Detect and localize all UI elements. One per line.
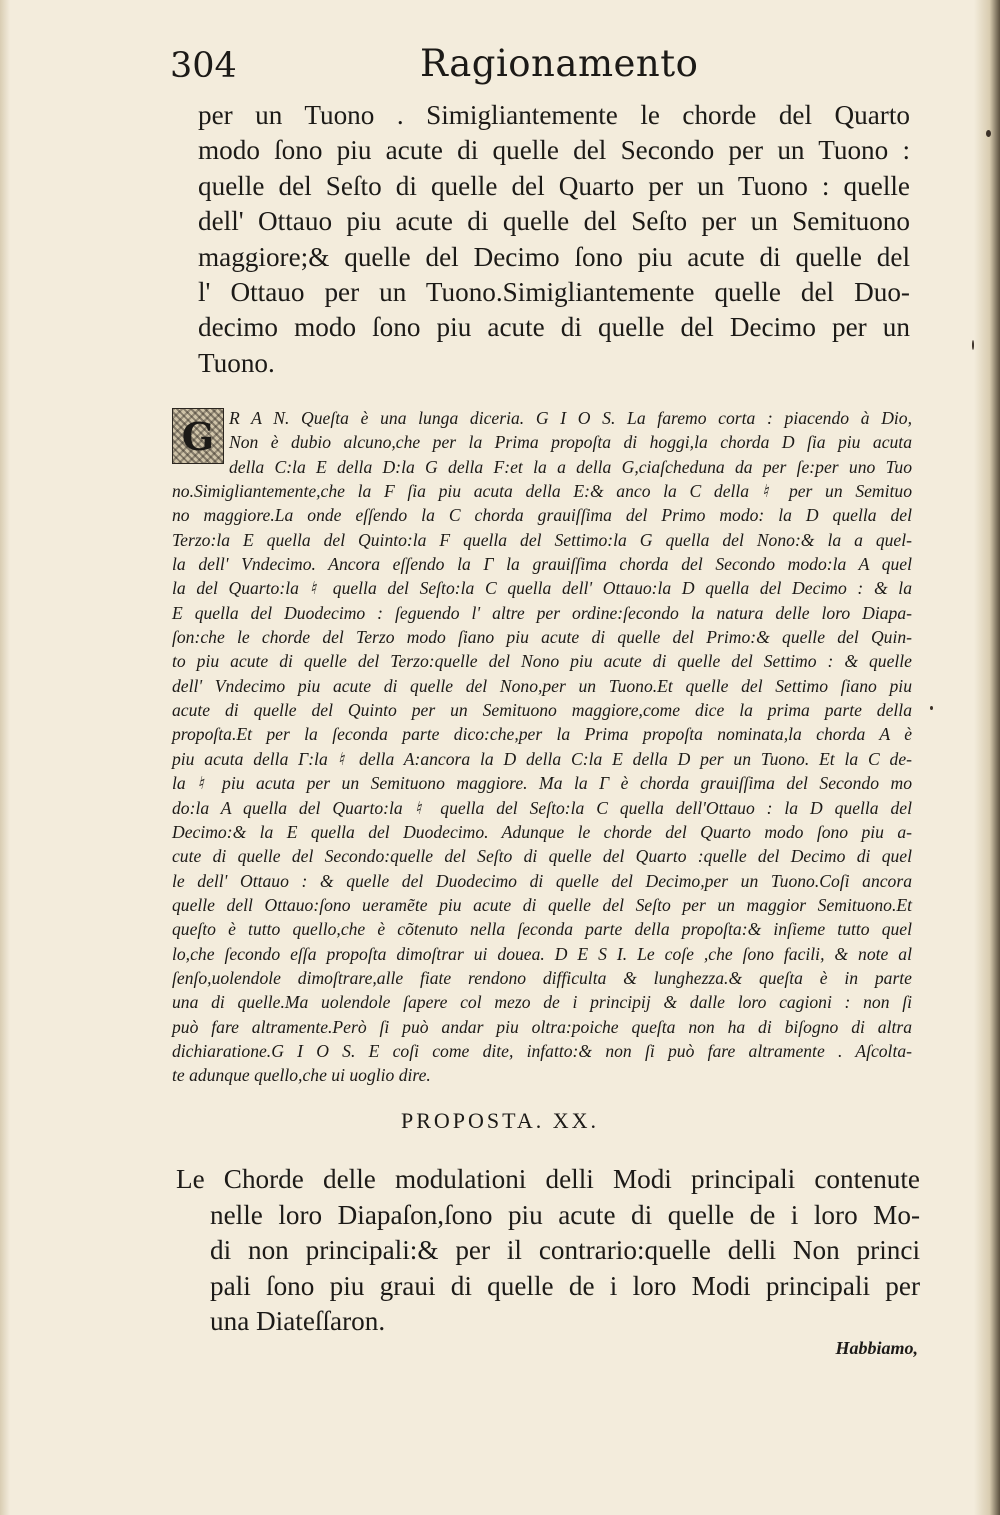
dialogue-line: Terzo:la E quella del Quinto:la F quella del Settimo:la G quella del Nono:& la a quel- <box>172 529 912 550</box>
text-line: per un Tuono . Simigliantemente le chorde del Quarto <box>198 100 910 130</box>
dialogue-paragraph <box>172 406 912 1088</box>
dialogue-line: to piu acute di quelle del Terzo:quelle del Nono piu acute di quelle del Settimo : & quelle <box>172 651 912 672</box>
body-paragraph <box>198 98 910 381</box>
ink-speck <box>986 130 991 137</box>
dialogue-line: te adunque quello,che ui uoglio dire. <box>172 1065 431 1086</box>
proposition-line: nelle loro Diapaſon,ſono piu acute di quelle de i loro Mo- <box>210 1199 920 1230</box>
text-line: decimo modo ſono piu acute di quelle del Decimo per un <box>198 312 910 343</box>
dialogue-line: può fare altramente.Però ſi può andar piu oltra:poiche queſta non ha di biſogno di altra <box>172 1016 912 1037</box>
text-line: modo ſono piu acute di quelle del Secondo per un Tuono : <box>198 135 910 166</box>
dialogue-line: piu acuta della Γ:la ♮ della A:ancora la D della C:la E della D per un Tuono. Et la C de- <box>172 748 912 769</box>
dialogue-line: la ♮ piu acuta per un Semituono maggiore. Ma la Γ è chorda grauiſſima del Secondo mo <box>172 773 912 794</box>
dialogue-line: quelle dell Ottauo:ſono ueramẽte piu acute di quelle del Seſto per un maggior Semituono.Et <box>172 894 912 915</box>
dialogue-line: lo,che ſecondo eſſa propoſta dimoſtrar ui doueа. D E S I. Le coſe ,che ſono facili, & note al <box>172 943 912 964</box>
proposition-text <box>176 1162 920 1340</box>
dialogue-line: ſenſo,uolendole dimoſtrare,alle fiate rendono difficulta & lunghezza.& queſta è in parte <box>172 967 912 988</box>
proposition-line: Le Chorde delle modulationi delli Modi principali contenute <box>176 1164 920 1194</box>
dialogue-line: E quella del Duodecimo : ſeguendo l' altre per ordine:ſecondo la natura delle loro Diapa- <box>172 602 912 623</box>
dialogue-line: acute di quelle del Quinto per un Semituono maggiore,come dice la prima parte della <box>172 700 912 721</box>
ink-speck <box>930 706 933 710</box>
dialogue-line: della C:la E della D:la G della F:et la a della G,ciaſcheduna da per ſe:per uno Tuo <box>229 456 912 477</box>
dialogue-line: do:la A quella del Quarto:la ♮ quella del Seſto:la C quella dell'Ottauo : la D quella del <box>172 797 912 818</box>
proposition-line: una Diateſſaron. <box>210 1306 386 1337</box>
decorated-initial: G <box>172 408 224 464</box>
text-line: Tuono. <box>198 347 275 378</box>
dialogue-line: no.Simigliantemente,che la F ſia piu acuta della E:& anco la C della ♮ per un Semituo <box>172 481 912 502</box>
dialogue-line: Decimo:& la E quella del Duodecimo. Adunque le chorde del Quarto modo ſono piu a- <box>172 821 912 842</box>
dialogue-line: ſon:che le chorde del Terzo modo ſiano piu acute di quelle del Primo:& quelle del Quin- <box>172 627 912 648</box>
dialogue-line: le dell' Ottauo : & quelle del Duodecimo di quelle del Decimo,per un Tuono.Coſi ancora <box>172 870 912 891</box>
ink-speck <box>972 340 974 350</box>
page-number: 304 <box>170 46 237 86</box>
dialogue-line: la dell' Vndecimo. Ancora eſſendo la Γ la grauiſſima chorda del Secondo modo:la A quel <box>172 554 912 575</box>
proposition-line: pali ſono piu graui di quelle de i loro Modi principali per <box>210 1270 920 1301</box>
text-line: dell' Ottauo piu acute di quelle del Seſto per un Semituono <box>198 206 910 237</box>
dialogue-line: R A N. Queſta è una lunga diceria. G I O S. La faremo corta : piacendo à Dio, <box>229 408 912 428</box>
dialogue-line: no maggiore.La onde eſſendo la C chorda grauiſſima del Primo modo: la D quella del <box>172 505 912 526</box>
page-header <box>170 40 890 90</box>
text-line: l' Ottauo per un Tuono.Simigliantemente quelle del Duo- <box>198 277 910 308</box>
catchword: Habbiamo, <box>835 1338 918 1358</box>
running-title: Ragionamento <box>420 42 699 85</box>
dialogue-line: una di quelle.Ma uolendole ſapere col mezo de i principij & dalle loro cagioni : non ſi <box>172 992 912 1013</box>
text-line: maggiore;& quelle del Decimo ſono piu acute di quelle del <box>198 241 910 272</box>
dialogue-line: dichiaratione.G I O S. E coſi come dite, infatto:& non ſi può fare altramente . Aſcolta- <box>172 1040 912 1061</box>
dialogue-line: dell' Vndecimo piu acute di quelle del Nono,per un Tuono.Et quelle del Settimo ſiano piu <box>172 675 912 696</box>
text-line: quelle del Seſto di quelle del Quarto per un Tuono : quelle <box>198 170 910 201</box>
dialogue-line: Non è dubio alcuno,che per la Prima propoſta di hoggi,la chorda D ſia piu acuta <box>229 432 912 453</box>
dialogue-line: la del Quarto:la ♮ quella del Seſto:la C quella dell' Ottauo:la D quella del Decimo : & la <box>172 578 912 599</box>
dialogue-line: cute di quelle del Secondo:quelle del Seſto di quelle del Quarto :quelle del Decimo di quel <box>172 846 912 867</box>
dialogue-line: queſto è tutto quello,che è cõtenuto nella ſeconda parte della propoſta:& inſieme tutto quel <box>172 919 912 940</box>
proposition-line: di non principali:& per il contrario:quelle delli Non princi <box>210 1235 920 1266</box>
dialogue-line: propoſta.Et per la ſeconda parte dico:che,per la Prima propoſta nominata,la chorda A è <box>172 724 912 745</box>
section-heading: PROPOSTA. XX. <box>401 1108 599 1133</box>
